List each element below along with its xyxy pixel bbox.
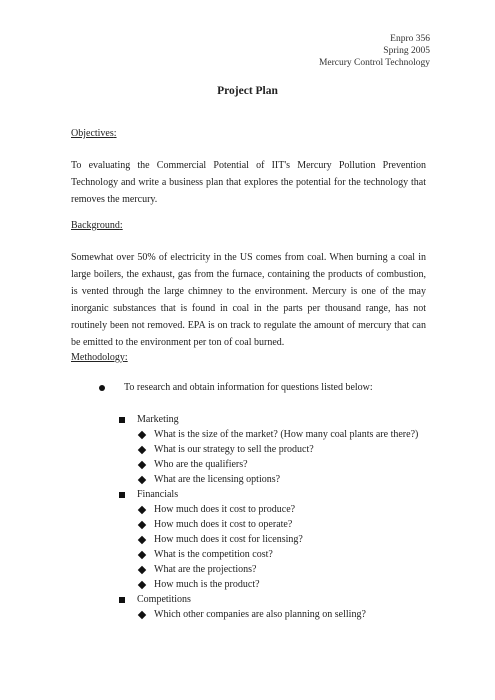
list-item — [154, 533, 303, 547]
list-item-text: How much does it cost to produce? — [154, 504, 296, 515]
group-marketing — [137, 413, 179, 427]
objectives-heading-wrap — [71, 128, 117, 139]
list-item-text: What is the competition cost? — [154, 549, 273, 560]
group-label: Marketing — [137, 414, 179, 425]
main-bullet-text: To research and obtain information for questions listed below: — [124, 382, 373, 393]
list-item-text: Which other companies are also planning on selling? — [154, 609, 366, 620]
list-item-text: Who are the qualifiers? — [154, 459, 248, 470]
page-title: Project Plan — [217, 85, 278, 97]
list-item — [154, 563, 256, 577]
list-item-text: What are the licensing options? — [154, 474, 281, 485]
course-code: Enpro 356 — [390, 34, 430, 44]
square-bullet-icon — [119, 597, 125, 603]
bullet-dot-icon — [99, 385, 105, 391]
diamond-bullet-icon — [138, 611, 146, 619]
list-item — [154, 458, 248, 472]
diamond-bullet-icon — [138, 476, 146, 484]
objectives-heading: Objectives — [71, 128, 114, 139]
list-item — [154, 443, 314, 457]
list-item-text: What is the size of the market? (How many coal plants are there?) — [154, 429, 419, 440]
group-competitions — [137, 593, 191, 607]
diamond-bullet-icon — [138, 536, 146, 544]
list-item — [154, 503, 295, 517]
list-item-text: How much is the product? — [154, 579, 260, 590]
background-heading-wrap — [71, 220, 123, 231]
list-item-text: What is our strategy to sell the product? — [154, 444, 314, 455]
square-bullet-icon — [119, 492, 125, 498]
group-label: Competitions — [137, 594, 191, 605]
diamond-bullet-icon — [138, 446, 146, 454]
list-item-text: How much does it cost for licensing? — [154, 534, 303, 545]
background-heading: Background — [71, 220, 120, 231]
topic: Mercury Control Technology — [318, 58, 430, 68]
objectives-text: To evaluating the Commercial Potential of IIT's Mercury Pollution Prevention Technology and write a business plan that explores the potential for the technology that removes the mercury. — [71, 160, 426, 205]
diamond-bullet-icon — [138, 506, 146, 514]
main-bullet-row — [124, 381, 373, 395]
square-bullet-icon — [119, 417, 125, 423]
background-heading-colon: : — [119, 220, 123, 231]
objectives-heading-colon: : — [113, 128, 117, 139]
diamond-bullet-icon — [138, 461, 146, 469]
diamond-bullet-icon — [138, 521, 146, 529]
diamond-bullet-icon — [138, 581, 146, 589]
list-item — [154, 548, 273, 562]
diamond-bullet-icon — [138, 431, 146, 439]
list-item — [154, 578, 260, 592]
list-item — [154, 473, 280, 487]
list-item — [154, 608, 366, 622]
document-header — [319, 33, 430, 69]
list-item — [154, 518, 292, 532]
term: Spring 2005 — [383, 46, 430, 56]
methodology-heading-wrap — [71, 352, 128, 363]
group-label: Financials — [137, 489, 179, 500]
list-item-text: How much does it cost to operate? — [154, 519, 293, 530]
background-text: Somewhat over 50% of electricity in the US comes from coal. When burning a coal in large boilers, the exhaust, gas from the furnace, containing the products of combustion, is vented through the large chimney to the environment. Mercury is one of the may inorganic substances that is found in coal in the parts per thousand range, has not routinely been not removed. EPA is on track to regulate the amount of mercury that can be emitted to the environment per ton of coal burned. — [71, 252, 426, 348]
list-item — [154, 428, 418, 442]
group-financials — [137, 488, 178, 502]
diamond-bullet-icon — [138, 566, 146, 574]
methodology-heading-colon: : — [124, 352, 128, 363]
list-item-text: What are the projections? — [154, 564, 257, 575]
diamond-bullet-icon — [138, 551, 146, 559]
methodology-heading: Methodology — [71, 352, 125, 363]
